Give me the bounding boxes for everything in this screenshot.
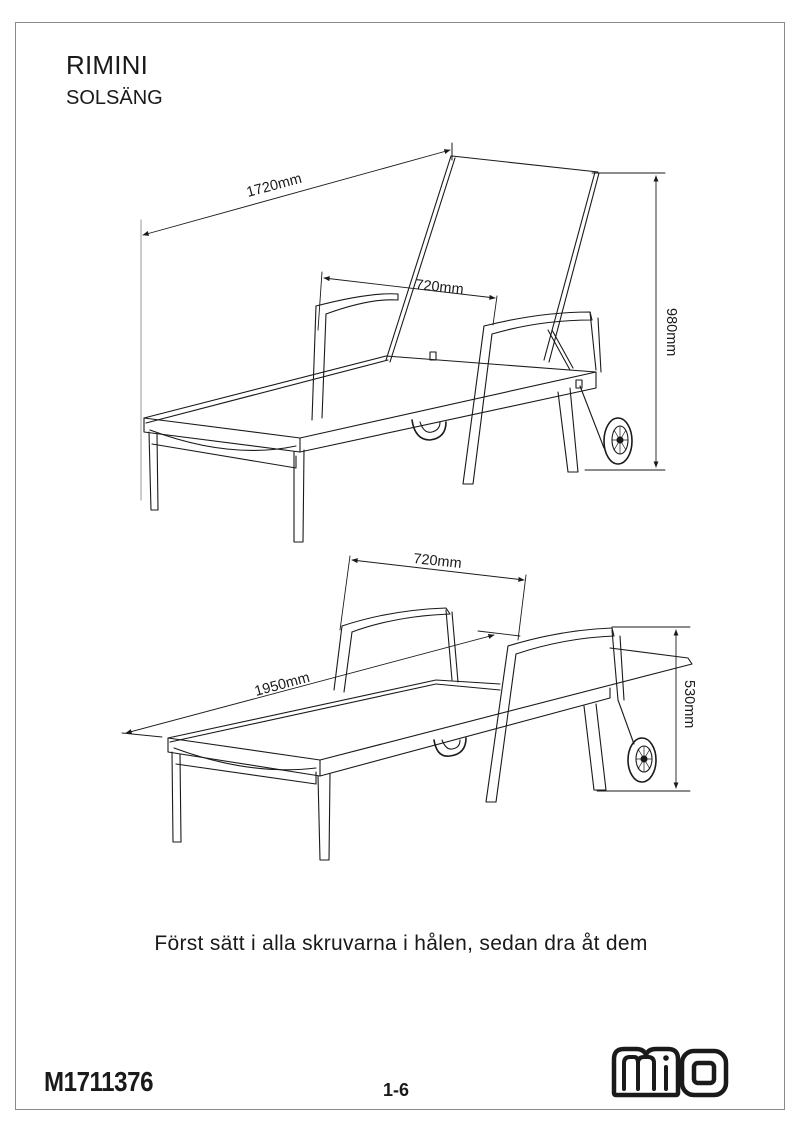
figure-reclined-lounger bbox=[141, 143, 665, 542]
product-subtitle: SOLSÄNG bbox=[66, 87, 163, 109]
assembly-instruction: Först sätt i alla skruvarna i hålen, sedan dra åt dem bbox=[154, 932, 648, 955]
label-530: 530mm bbox=[681, 680, 697, 729]
wheel-rear-right bbox=[604, 418, 632, 464]
page-number: 1-6 bbox=[383, 1080, 410, 1100]
dimension-height-980 bbox=[585, 173, 665, 470]
label-720-top: 720mm bbox=[414, 277, 465, 299]
wheel-rear-left bbox=[412, 420, 446, 440]
label-720-bottom: 720mm bbox=[412, 551, 463, 573]
figure-flat-lounger bbox=[122, 556, 692, 860]
label-980: 980mm bbox=[663, 308, 679, 357]
dimension-height-530 bbox=[597, 627, 690, 791]
model-number: M1711376 bbox=[44, 1066, 154, 1097]
product-title: RIMINI bbox=[66, 50, 149, 80]
dimension-length-1950 bbox=[122, 631, 520, 737]
dimension-width-720-top bbox=[318, 272, 497, 330]
mio-logo-icon bbox=[608, 1043, 732, 1099]
label-1720: 1720mm bbox=[244, 170, 304, 201]
dimension-length-1720 bbox=[141, 143, 452, 500]
wheel-rear-right-flat bbox=[628, 738, 656, 782]
label-1950: 1950mm bbox=[252, 669, 312, 700]
